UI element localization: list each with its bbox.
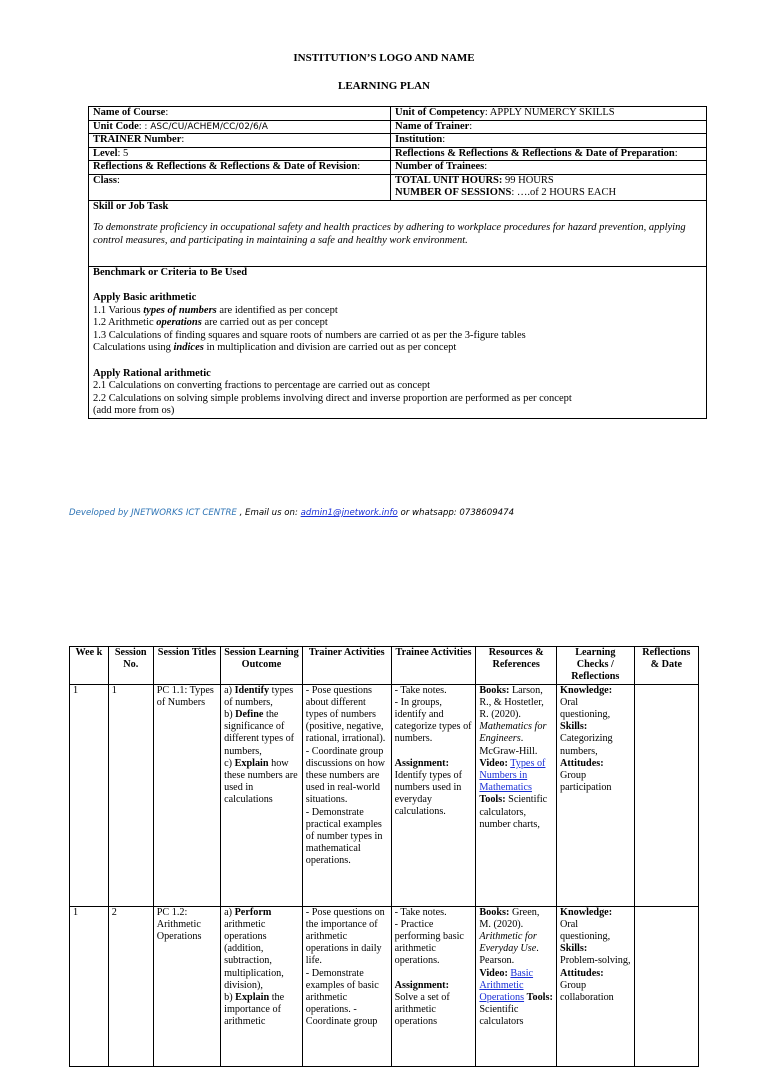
criterion-2-2: 2.2 Calculations on solving simple problems involving direct and inverse proportion are performed as per concept [93, 392, 572, 404]
learning-outcome-cell: a) Identify types of numbers, b) Define the significance of different types of numbers, c) Explain how these numbers are used in calculations [221, 684, 303, 906]
benchmark-heading: Benchmark or Criteria to Be Used [93, 266, 248, 278]
document-title: LEARNING PLAN [338, 80, 430, 92]
basic-arithmetic-title: Apply Basic arithmetic [93, 292, 197, 303]
trainee-activities-cell: - Take notes. - Practice performing basic arithmetic operations. Assignment: Solve a set of arithmetic operations [391, 906, 476, 1066]
header-reflections-date: Reflections & Date [634, 647, 698, 685]
learning-checks-cell: Knowledge: Oral questioning, Skills: Problem-solving, Attitudes: Group collaboration [557, 906, 635, 1066]
learning-outcome-cell: a) Perform arithmetic operations (addition, subtraction, multiplication, division), b) Explain the importance of arithmetic [221, 906, 303, 1066]
trainer-activities-cell: - Pose questions on the importance of arithmetic operations in daily life. - Demonstrate examples of basic arithmetic operations. - Coordinate group [302, 906, 391, 1066]
unit-of-competency-cell: Unit of Competency: APPLY NUMERCY SKILLS [391, 107, 707, 121]
course-info-table [88, 106, 707, 419]
week-cell: 1 [70, 906, 109, 1066]
skill-or-job-task-cell [89, 200, 707, 266]
header-session-no: Session No. [108, 647, 153, 685]
header-resources: Resources & References [476, 647, 557, 685]
unit-code-cell: Unit Code: : ASC/CU/ACHEM/CC/02/6/A [89, 120, 391, 134]
header-trainer-activities: Trainer Activities [302, 647, 391, 685]
date-of-revision-cell: Reflections & Reflections & Reflections & Date of Revision: [89, 161, 391, 175]
week-cell: 1 [70, 684, 109, 906]
criterion-2-1: 2.1 Calculations on converting fractions to percentage are carried out as concept [93, 380, 431, 391]
header-week: Wee k [70, 647, 109, 685]
trainer-number-cell: TRAINER Number: [89, 134, 391, 148]
resources-cell: Books: Larson, R., & Hostetler, R. (2020). Mathematics for Engineers. McGraw-Hill. Video: Types of Numbers in Mathematics Tools: Scientific calculators, number charts, [476, 684, 557, 906]
institution-cell: Institution: [391, 134, 707, 148]
footer-line: Developed by JNETWORKS ICT CENTRE , Email us on: admin1@jnetwork.info or whatsapp: 0738609474 [69, 508, 515, 518]
benchmark-cell [89, 266, 707, 418]
number-of-trainees-cell: Number of Trainees: [391, 161, 707, 175]
skill-description: To demonstrate proficiency in occupational safety and health practices by adhering to workplace procedures for hazard prevention, applying control measures, and participating in maintaining a safe and healthy work environment. [93, 222, 686, 246]
header-trainee-activities: Trainee Activities [391, 647, 476, 685]
video-link[interactable]: Basic Arithmetic Operations [479, 967, 534, 1004]
table-row [70, 684, 699, 906]
session-no-cell: 1 [108, 684, 153, 906]
rational-arithmetic-title: Apply Rational arithmetic [93, 367, 211, 379]
video-link[interactable]: Types of Numbers in Mathematics [479, 757, 546, 794]
trainer-activities-cell: - Pose questions about different types of numbers (positive, negative, rational, irrational). - Coordinate group discussions on how these numbers are used in real-world situations. - Demonstrate practical examples of number types in mathematical operations. [302, 684, 391, 906]
date-of-preparation-cell: Reflections & Reflections & Reflections & Date of Preparation: [391, 147, 707, 161]
level-cell: Level: 5 [89, 147, 391, 161]
reflections-date-cell [634, 906, 698, 1066]
course-name-cell: Name of Course: [89, 107, 391, 121]
class-cell: Class: [89, 174, 391, 200]
email-link[interactable]: admin1@jnetwork.info [300, 508, 398, 518]
header-learning-outcome: Session Learning Outcome [221, 647, 303, 685]
unit-hours-cell: TOTAL UNIT HOURS: 99 HOURS NUMBER OF SESSIONS: ….of 2 HOURS EACH [391, 174, 707, 200]
header-session-titles: Session Titles [153, 647, 220, 685]
criterion-1-3: 1.3 Calculations of finding squares and square roots of numbers are carried ot as per the 3-figure tables [93, 329, 526, 341]
criterion-1-2: 1.2 Arithmetic operations are carried out as per concept [93, 317, 328, 328]
session-title-cell: PC 1.1: Types of Numbers [153, 684, 220, 906]
header-learning-checks: Learning Checks / Reflections [557, 647, 635, 685]
criterion-add-more: (add more from os) [93, 405, 175, 416]
trainee-activities-cell: - Take notes. - In groups, identify and categorize types of numbers. Assignment: Identify types of numbers used in everyday calculations. [391, 684, 476, 906]
reflections-date-cell [634, 684, 698, 906]
schedule-header-row [70, 647, 699, 685]
skill-heading: Skill or Job Task [93, 200, 169, 212]
session-schedule-table [69, 646, 699, 1067]
whatsapp-text: or whatsapp: 0738609474 [397, 508, 515, 518]
session-no-cell: 2 [108, 906, 153, 1066]
trainer-name-cell: Name of Trainer: [391, 120, 707, 134]
criterion-1-1: 1.1 Various types of numbers are identified as per concept [93, 304, 338, 316]
resources-cell: Books: Green, M. (2020). Arithmetic for Everyday Use. Pearson. Video: Basic Arithmetic Operations Tools: Scientific calculators [476, 906, 557, 1066]
criterion-indices: Calculations using indices in multiplication and division are carried out as per concept [93, 342, 457, 353]
learning-checks-cell: Knowledge: Oral questioning, Skills: Categorizing numbers, Attitudes: Group participation [557, 684, 635, 906]
table-row [70, 906, 699, 1066]
session-title-cell: PC 1.2: Arithmetic Operations [153, 906, 220, 1066]
institution-logo-line: INSTITUTION’S LOGO AND NAME [293, 52, 475, 64]
developer-credit: Developed by JNETWORKS ICT CENTRE [69, 508, 237, 518]
